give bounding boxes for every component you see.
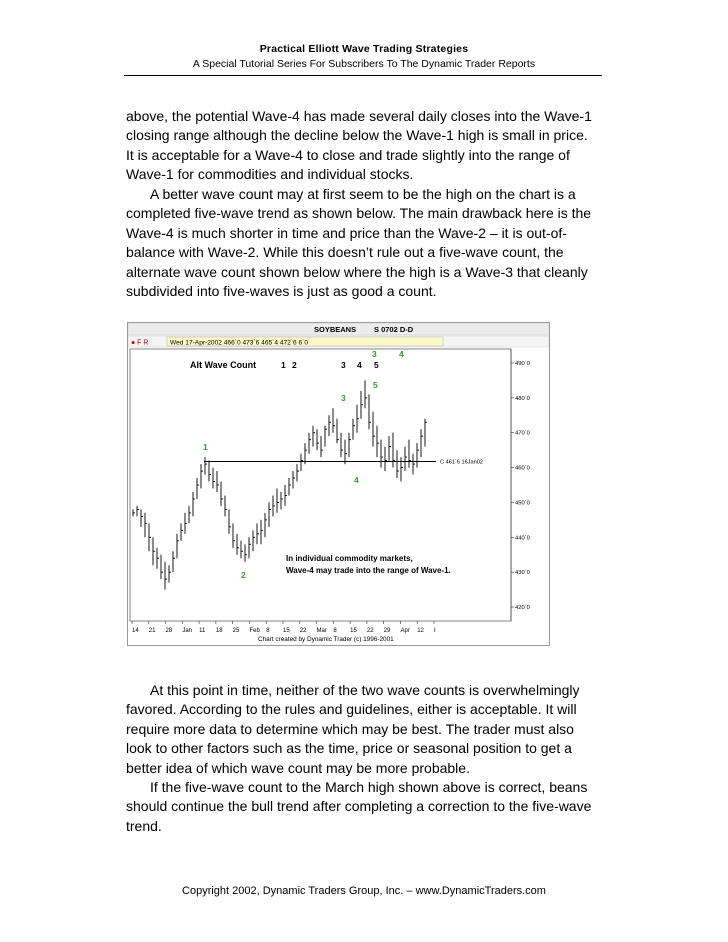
chart-svg [128,323,549,645]
time-tick-label: 22 [299,628,307,634]
time-tick-label: 18 [215,628,223,634]
price-tick-label: 450`0 [515,500,530,507]
time-tick-label: 22 [366,628,374,634]
price-tick-label: 460`0 [515,465,530,472]
paragraph-4: If the five-wave count to the March high shown above is correct, beans should continue the bull trend after completing a correction to the five-wave trend. [126,779,592,834]
alt-count-2: 2 [292,360,297,370]
top-count-3: 3 [372,349,377,359]
wave1-level-label: C 461`6 16Jan02 [440,459,483,466]
alt-count-4: 4 [357,360,362,370]
time-tick-label: Jan [182,628,193,634]
chart-title: SOYBEANS [314,325,357,334]
time-axis [132,621,436,634]
wave-label-3: 3 [341,393,346,403]
time-tick-label: Feb [249,628,260,634]
price-tick-label: 430`0 [515,570,530,577]
time-tick-label: 15 [283,628,290,634]
header-title: Practical Elliott Wave Trading Strategies [259,43,469,55]
alt-count-1: 1 [281,360,286,370]
time-tick-label: 8 [333,628,337,634]
page-footer: Copyright 2002, Dynamic Traders Group, Inc. – www.DynamicTraders.com [182,885,546,897]
time-tick-label: 15 [350,628,357,634]
top-count-4: 4 [399,349,404,359]
time-tick-label: I [434,628,436,634]
price-tick-label: 490`0 [515,360,530,367]
alt-count-3: 3 [341,360,346,370]
paragraph-1: above, the potential Wave-4 has made several daily closes into the Wave-1 closing range although the decline below the Wave-1 high is small in price. It is acceptable for a Wave-4 to close and trade slightly into the range of Wave-1 for commodities and individual stocks. [126,108,592,183]
time-tick-label: 12 [417,628,424,634]
time-tick-label: 28 [165,628,173,634]
chart-contract: S 0702 D-D [374,325,414,334]
soybeans-chart [127,322,550,646]
plot-area [130,349,511,621]
price-tick-label: 420`0 [515,605,530,612]
price-tick-label: 440`0 [515,535,530,542]
time-tick-label: 25 [232,628,240,634]
time-tick-label: 14 [132,628,139,634]
wave-label-4: 4 [354,475,359,485]
price-tick-label: 480`0 [515,395,530,402]
time-tick-label: 21 [148,628,156,634]
price-axis [511,361,530,611]
alt-count-5: 5 [374,360,379,370]
chart-credit: Chart created by Dynamic Trader (c) 1996-2001 [258,636,394,643]
time-tick-label: 29 [383,628,391,634]
chart-note-line-2: Wave-4 may trade into the range of Wave-1. [286,566,451,575]
time-tick-label: 11 [199,628,206,634]
time-tick-label: Apr [400,628,410,634]
wave-label-2: 2 [241,570,246,580]
header-subtitle: A Special Tutorial Series For Subscribers To The Dynamic Trader Reports [192,58,536,70]
paragraph-2: A better wave count may at first seem to be the high on the chart is a completed five-wave trend as shown below. The main drawback here is the Wave-4 is much shorter in time and price than the Wave-2 – it is out-of-balance with Wave-2. While this doesn’t rule out a five-wave count, the alternate wave count shown below where the high is a Wave-3 that cleanly subdivided into five-waves is just as good a count. [126,186,592,300]
time-tick-label: Mar [316,628,327,634]
alt-wave-count-label: Alt Wave Count [190,360,257,370]
info-marker: ● F R [131,339,149,347]
time-tick-label: 8 [266,628,270,634]
wave-label-1: 1 [203,442,208,452]
info-readout: Wed 17-Apr-2002 466`0 473`6 465`4 472`6 6`0 [170,339,309,347]
paragraph-3: At this point in time, neither of the two wave counts is overwhelmingly favored. According to the rules and guidelines, either is acceptable. It will require more data to determine which may be best. The trader must also look to other factors such as the time, price or seasonal position to get a better idea of which wave count may be more probable. [126,682,580,776]
page-header [0,42,728,71]
chart-note-line-1: In individual commodity markets, [286,554,413,563]
wave-label-5: 5 [373,380,378,390]
price-tick-label: 470`0 [515,430,530,437]
header-rule [124,75,602,76]
